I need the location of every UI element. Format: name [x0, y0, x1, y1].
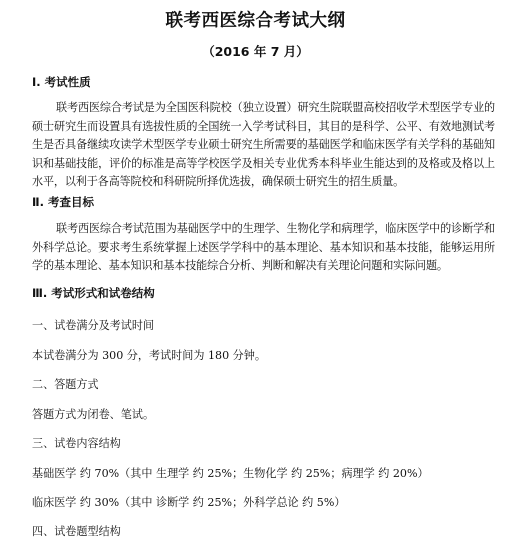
section-paragraph-nature: 联考西医综合考试是为全国医科院校（独立设置）研究生院联盟高校招收学术型医学专业的硕士研究生而设置具有选拔性质的全国统一入学考试科目，其目的是科学、公平、有效地测试考生是否具备继续攻读学术型医学专业硕士研究生所需要的基础医学和临床医学有关学科的基础知识和基础技能，评价的标准是高等学校医学及相关专业优秀本科毕业生能达到的及格或及格以上水平，以利于各高等院校和科研院所择优选拔，确保硕士研究生的招生质量。 [32, 101, 495, 188]
document-title: 联考西医综合考试大纲 [165, 11, 346, 31]
section-heading-objectives: Ⅱ. 考查目标 [32, 195, 94, 209]
section-heading-nature: Ⅰ. 考试性质 [32, 75, 91, 89]
subheading-score-time: 一、试卷满分及考试时间 [32, 319, 155, 332]
subheading-content-structure: 三、试卷内容结构 [32, 437, 121, 450]
text-answer-method: 答题方式为闭卷、笔试。 [32, 408, 155, 421]
document-date: （2016 年 7 月） [202, 44, 309, 59]
subheading-question-types: 四、试卷题型结构 [32, 525, 121, 538]
text-clinical-medicine: 临床医学 约 30%（其中 诊断学 约 25%；外科学总论 约 5%） [32, 496, 346, 509]
section-paragraph-objectives: 联考西医综合考试范围为基础医学中的生理学、生物化学和病理学，临床医学中的诊断学和外科学总论。要求考生系统掌握上述医学学科中的基本理论、基本知识和基本技能，能够运用所学的基本理论、基本知识和基本技能综合分析、判断和解决有关理论问题和实际问题。 [32, 222, 495, 272]
section-heading-format: Ⅲ. 考试形式和试卷结构 [32, 286, 155, 300]
text-basic-medicine: 基础医学 约 70%（其中 生理学 约 25%；生物化学 约 25%；病理学 约 20%） [32, 467, 429, 480]
subheading-answer-method: 二、答题方式 [32, 378, 99, 391]
text-score-time: 本试卷满分为 300 分，考试时间为 180 分钟。 [32, 349, 266, 362]
